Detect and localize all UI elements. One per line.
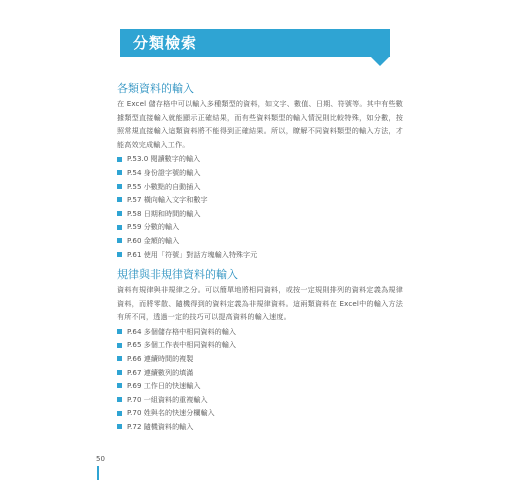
list-item [117,338,403,352]
square-bullet-icon [117,383,122,388]
topic-list [117,152,403,261]
square-bullet-icon [117,197,122,202]
list-item-label: P.59 分數的輸入 [127,222,180,232]
list-item [117,406,403,420]
list-item-label: P.53.0 閱讀數字的輸入 [127,154,201,164]
square-bullet-icon [117,356,122,361]
list-item [117,420,403,434]
list-item-label: P.72 隨機資料的輸入 [127,421,194,431]
list-item-label: P.57 橫向輸入文字和數字 [127,195,208,205]
list-item-label: P.67 連續數列的填滿 [127,367,194,377]
list-item [117,180,403,194]
section-title: 各類資料的輸入 [117,82,194,95]
list-item-label: P.58 日期和時間的輸入 [127,208,201,218]
list-item [117,193,403,207]
list-item [117,207,403,221]
header-notch [371,57,389,66]
list-item-label: P.70 姓與名的快速分欄輸入 [127,408,215,418]
list-item-label: P.61 使用「符號」對話方塊輸入特殊字元 [127,249,258,259]
list-item-label: P.54 身份證字號的輸入 [127,167,201,177]
section-description: 資料有規律與非規律之分。可以簡單地將相同資料，或按一定規則排列的資料定義為規律資料，而將零散、隨機得到的資料定義為非規律資料。這兩類資料在 Excel中的輸入方法有所不同，透過一定的技巧可以提高資料的輸入速度。 [117,285,403,322]
list-item-label: P.65 多個工作表中相同資料的輸入 [127,340,236,350]
list-item [117,220,403,234]
square-bullet-icon [117,424,122,429]
page-number-rule [97,466,99,480]
list-item-label: P.69 工作日的快速輸入 [127,381,201,391]
square-bullet-icon [117,411,122,416]
square-bullet-icon [117,170,122,175]
list-item-label: P.55 小數點的自動插入 [127,181,201,191]
square-bullet-icon [117,238,122,243]
list-item [117,352,403,366]
list-item [117,248,403,262]
section-regular-irregular-data-input [117,268,403,434]
square-bullet-icon [117,252,122,257]
list-item [117,234,403,248]
section-title: 規律與非規律資料的輸入 [117,268,238,281]
topic-list [117,325,403,434]
page-number: 50 [96,455,105,463]
list-item [117,325,403,339]
list-item [117,393,403,407]
page-title: 分類檢索 [133,34,198,52]
list-item-label: P.70 一組資料的重複輸入 [127,394,208,404]
square-bullet-icon [117,370,122,375]
square-bullet-icon [117,184,122,189]
list-item [117,152,403,166]
list-item-label: P.66 連續時間的複製 [127,353,194,363]
list-item [117,166,403,180]
square-bullet-icon [117,157,122,162]
section-description: 在 Excel 儲存格中可以輸入多種類型的資料，如文字、數值、日期、符號等。其中有些數據類型直接輸入就能顯示正確結果，而有些資料類型的輸入情況則比較特殊，如分數，按照常規直接輸入這類資料將不能得到正確結果。所以，瞭解不同資料類型的輸入方法，才能高效完成輸入工作。 [117,99,403,149]
square-bullet-icon [117,329,122,334]
list-item [117,379,403,393]
square-bullet-icon [117,343,122,348]
list-item-label: P.64 多個儲存格中相同資料的輸入 [127,326,236,336]
square-bullet-icon [117,397,122,402]
section-various-data-input [117,82,403,261]
square-bullet-icon [117,211,122,216]
square-bullet-icon [117,225,122,230]
list-item-label: P.60 金額的輸入 [127,235,180,245]
list-item [117,366,403,380]
